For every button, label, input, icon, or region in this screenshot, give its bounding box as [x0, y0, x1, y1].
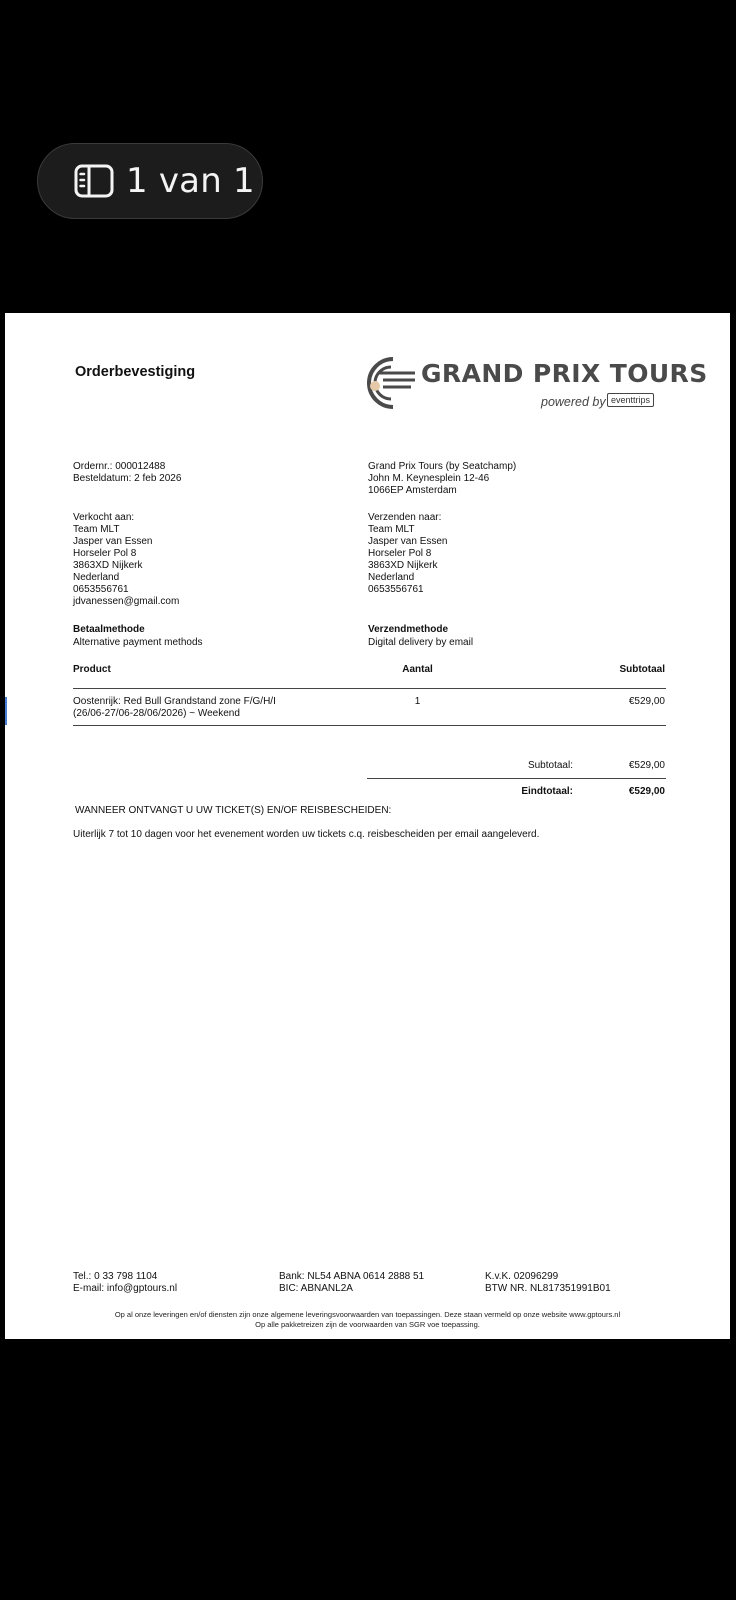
shipping-method: Digital delivery by email — [368, 637, 474, 648]
sold-to-heading: Verkocht aan: — [73, 512, 135, 523]
order-number: Ordernr.: 000012488 — [73, 461, 166, 472]
sold-to-line: 3863XD Nijkerk — [73, 560, 143, 571]
subtotal-label: Subtotaal: — [527, 760, 573, 771]
product-qty: 1 — [414, 696, 421, 707]
table-header-qty: Aantal — [402, 664, 433, 675]
company-name: Grand Prix Tours (by Seatchamp) — [368, 461, 517, 472]
payment-method: Alternative payment methods — [73, 637, 203, 648]
ship-to-line: 3863XD Nijkerk — [368, 560, 438, 571]
footer-kvk: K.v.K. 02096299 — [485, 1271, 559, 1282]
sold-to-email: jdvanessen@gmail.com — [73, 596, 180, 607]
page-indicator-button[interactable] — [37, 143, 263, 219]
company-street: John M. Keynesplein 12-46 — [368, 473, 490, 484]
logo-emblem — [353, 353, 417, 413]
table-header-divider — [73, 688, 666, 689]
footer-terms-line1: Op al onze leveringen en/of diensten zijn onze algemene leveringsvoorwaarden van toepassingen. Deze staan vermeld op onze website www.gptours.nl — [114, 1310, 621, 1319]
sold-to-line: Team MLT — [73, 524, 120, 535]
page-indicator-label: 1 van 1 — [126, 161, 255, 201]
product-subtotal: €529,00 — [628, 696, 665, 707]
ship-to-line: Horseler Pol 8 — [368, 548, 432, 559]
scroll-indicator[interactable] — [5, 697, 7, 725]
table-header-product: Product — [73, 664, 111, 675]
logo-partner: eventtrips — [607, 393, 654, 407]
product-dates: (26/06-27/06-28/06/2026) ~ Weekend — [73, 708, 240, 719]
order-date: Besteldatum: 2 feb 2026 — [73, 473, 182, 484]
company-city: 1066EP Amsterdam — [368, 485, 457, 496]
delivery-notice-text: Uiterlijk 7 tot 10 dagen voor het evenement worden uw tickets c.q. reisbescheiden per email aangeleverd. — [73, 829, 540, 840]
sidebar-panel-icon — [74, 164, 114, 198]
delivery-notice-heading: WANNEER ONTVANGT U UW TICKET(S) EN/OF REISBESCHEIDEN: — [75, 805, 392, 816]
document-page — [5, 313, 730, 1339]
footer-email: E-mail: info@gptours.nl — [73, 1283, 178, 1294]
totals-divider — [367, 778, 666, 779]
ship-to-heading: Verzenden naar: — [368, 512, 442, 523]
ship-to-line: Jasper van Essen — [368, 536, 448, 547]
table-header-subtotal: Subtotaal — [619, 664, 665, 675]
document-title: Orderbevestiging — [75, 364, 196, 380]
footer-terms-line2: Op alle pakketreizen zijn de voorwaarden van SGR voe toepassing. — [255, 1320, 480, 1329]
footer-bank: Bank: NL54 ABNA 0614 2888 51 — [279, 1271, 425, 1282]
payment-heading: Betaalmethode — [73, 624, 145, 635]
company-logo — [353, 353, 708, 413]
grand-total-label: Eindtotaal: — [521, 786, 573, 797]
sold-to-line: Nederland — [73, 572, 120, 583]
footer-bic: BIC: ABNANL2A — [279, 1283, 353, 1294]
sold-to-line: Jasper van Essen — [73, 536, 153, 547]
sold-to-line: 0653556761 — [73, 584, 129, 595]
sold-to-line: Horseler Pol 8 — [73, 548, 137, 559]
product-name: Oostenrijk: Red Bull Grandstand zone F/G/H/I — [73, 696, 276, 707]
shipping-heading: Verzendmethode — [368, 624, 449, 635]
logo-powered-by: powered by — [541, 395, 606, 409]
ship-to-line: Team MLT — [368, 524, 415, 535]
ship-to-line: 0653556761 — [368, 584, 424, 595]
footer-btw: BTW NR. NL817351991B01 — [485, 1283, 611, 1294]
logo-wordmark: GRAND PRIX TOURS — [421, 359, 708, 388]
subtotal-value: €529,00 — [628, 760, 665, 771]
footer-tel: Tel.: 0 33 798 1104 — [73, 1271, 158, 1282]
grand-total-value: €529,00 — [628, 786, 665, 797]
ship-to-line: Nederland — [368, 572, 415, 583]
table-bottom-divider — [73, 725, 666, 726]
